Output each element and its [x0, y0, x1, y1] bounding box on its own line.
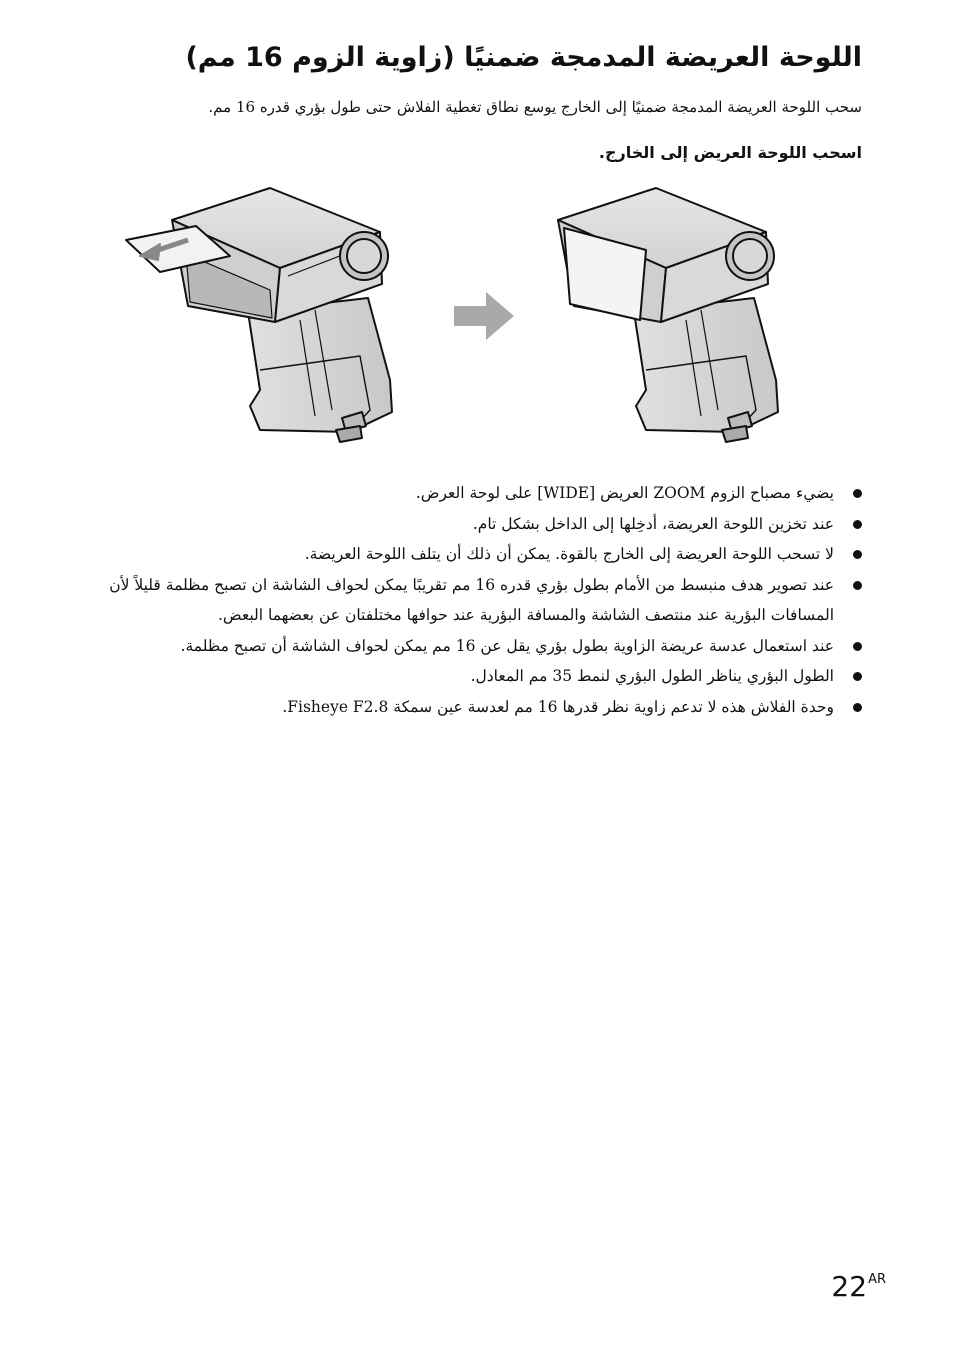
- bullet-icon: [853, 642, 862, 651]
- bullet-icon: [853, 581, 862, 590]
- bullet-icon: [853, 520, 862, 529]
- bullet-icon: [853, 489, 862, 498]
- list-item: لا تسحب اللوحة العريضة إلى الخارج بالقوة. يمكن أن ذلك أن يتلف اللوحة العريضة.: [72, 539, 862, 570]
- page-suffix: AR: [868, 1272, 886, 1287]
- page-title: اللوحة العريضة المدمجة ضمنيًا (زاوية الزوم 16 مم): [185, 42, 862, 73]
- flash-after-illustration: [558, 188, 778, 442]
- bullet-icon: [853, 672, 862, 681]
- bullet-icon: [853, 550, 862, 559]
- list-item: عند تخزين اللوحة العريضة، أدخِلها إلى الداخل بشكل تام.: [72, 509, 862, 540]
- flash-before-illustration: [126, 188, 392, 442]
- bullet-icon: [853, 703, 862, 712]
- transition-arrow: [454, 292, 514, 340]
- list-item: عند استعمال عدسة عريضة الزاوية بطول بؤري يقل عن 16 مم يمكن لحواف الشاشة أن تصبح مظلمة.: [72, 631, 862, 662]
- page-number: $22^{AR}$: [831, 1270, 886, 1303]
- instruction-heading: اسحب اللوحة العريض إلى الخارج.: [598, 143, 862, 162]
- list-item: وحدة الفلاش هذه لا تدعم زاوية نظر قدرها 16 مم لعدسة عين سمكة Fisheye F2.8.: [72, 692, 862, 723]
- list-item: عند تصوير هدف منبسط من الأمام بطول بؤري قدره 16 مم تقريبًا يمكن لحواف الشاشة ان تصبح مظلمة قليلاً لأن المسافات البؤرية عند منتصف الشاشة والمسافة البؤرية عند حوافها مختلفتان عن بعضهما البعض.: [72, 570, 862, 631]
- list-item: يضيء مصباح الزوم ZOOM العريض [WIDE] على لوحة العرض.: [72, 478, 862, 509]
- list-item: الطول البؤري يناظر الطول البؤري لنمط 35 مم المعادل.: [72, 661, 862, 692]
- flash-illustration: [110, 180, 830, 450]
- notes-list: [72, 478, 862, 722]
- intro-paragraph: سحب اللوحة العريضة المدمجة ضمنيًا إلى الخارج يوسع نطاق تغطية الفلاش حتى طول بؤري قدره 16 مم.: [208, 98, 862, 116]
